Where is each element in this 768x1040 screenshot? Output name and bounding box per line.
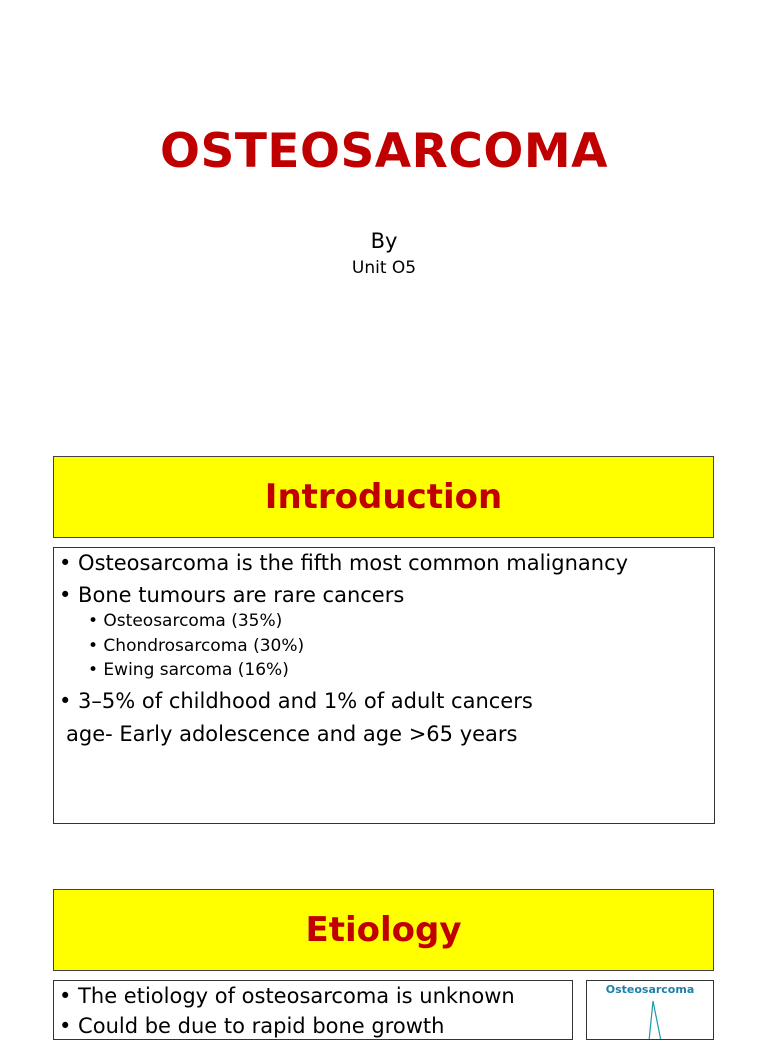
introduction-content <box>53 547 715 824</box>
thumbnail-graphic <box>587 981 714 1040</box>
intro-bullet: • Osteosarcoma is the fifth most common malignancy <box>59 551 629 575</box>
etiology-bullet: • The etiology of osteosarcoma is unknown <box>59 984 515 1008</box>
intro-bullet: • 3–5% of childhood and 1% of adult cancers <box>59 689 533 713</box>
etiology-bullet: • Could be due to rapid bone growth <box>59 1014 445 1038</box>
etiology-content <box>53 980 573 1040</box>
page-title: OSTEOSARCOMA <box>160 124 608 179</box>
etiology-heading: Etiology <box>53 889 714 971</box>
thumbnail-title: Osteosarcoma <box>605 983 695 996</box>
intro-subbullet: • Chondrosarcoma (30%) <box>88 636 305 656</box>
intro-bullet: • Bone tumours are rare cancers <box>59 583 405 607</box>
intro-subbullet: • Osteosarcoma (35%) <box>88 611 283 631</box>
introduction-heading: Introduction <box>53 456 714 538</box>
intro-subbullet: • Ewing sarcoma (16%) <box>88 660 289 680</box>
byline-by: By <box>370 229 398 253</box>
intro-line: age- Early adolescence and age >65 years <box>66 722 518 746</box>
byline-author: Unit O5 <box>351 258 417 278</box>
osteosarcoma-thumbnail <box>586 980 714 1040</box>
